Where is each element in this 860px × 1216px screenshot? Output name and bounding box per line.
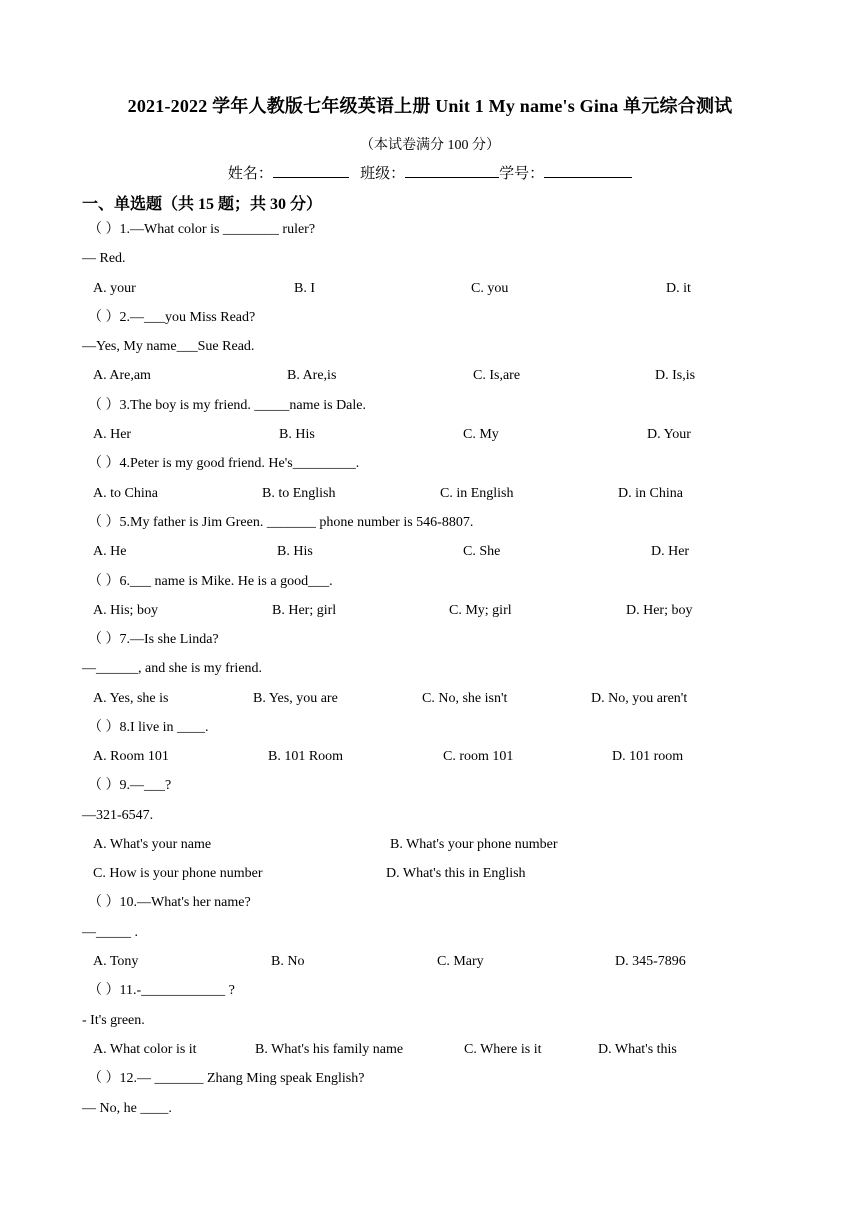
- question-stem: （ ）2.—___you Miss Read?: [88, 310, 256, 325]
- question-stem: （ ）11.-____________ ?: [88, 983, 235, 998]
- id-blank[interactable]: [544, 163, 632, 178]
- question-stem: （ ）3.The boy is my friend. _____name is Dale.: [88, 398, 367, 413]
- option-c[interactable]: C. Mary: [437, 954, 484, 969]
- option-c[interactable]: C. in English: [440, 486, 514, 501]
- question-response: — No, he ____.: [82, 1101, 172, 1116]
- option-a[interactable]: A. His; boy: [93, 603, 158, 618]
- option-b[interactable]: B. 101 Room: [268, 749, 344, 764]
- option-c[interactable]: C. Where is it: [464, 1042, 542, 1057]
- option-d[interactable]: D. Is,is: [655, 368, 696, 383]
- option-c[interactable]: C. How is your phone number: [93, 866, 263, 881]
- name-blank[interactable]: [273, 163, 349, 178]
- option-d[interactable]: D. 345-7896: [615, 954, 686, 969]
- class-label: 班级：: [360, 166, 406, 182]
- option-c[interactable]: C. My: [463, 427, 499, 442]
- option-a[interactable]: A. Room 101: [93, 749, 169, 764]
- id-label: 学号：: [499, 166, 545, 182]
- option-a[interactable]: A. to China: [93, 486, 158, 501]
- option-b[interactable]: B. What's his family name: [255, 1042, 404, 1057]
- question-response: - It's green.: [82, 1013, 145, 1028]
- question-stem: （ ）10.—What's her name?: [88, 895, 251, 910]
- option-d[interactable]: D. What's this: [598, 1042, 677, 1057]
- option-c[interactable]: C. My; girl: [449, 603, 512, 618]
- option-a[interactable]: A. your: [93, 281, 136, 296]
- class-blank[interactable]: [405, 163, 499, 178]
- option-b[interactable]: B. His: [279, 427, 315, 442]
- question-stem: （ ）12.— _______ Zhang Ming speak English?: [88, 1071, 365, 1086]
- option-d[interactable]: D. What's this in English: [386, 866, 526, 881]
- question-response: — Red.: [82, 251, 126, 266]
- question-stem: （ ）8.I live in ____.: [88, 720, 209, 735]
- option-b[interactable]: B. to English: [262, 486, 336, 501]
- option-a[interactable]: A. Are,am: [93, 368, 151, 383]
- option-a[interactable]: A. Yes, she is: [93, 691, 169, 706]
- option-c[interactable]: C. No, she isn't: [422, 691, 508, 706]
- document-title: 2021-2022 学年人教版七年级英语上册 Unit 1 My name's Gina 单元综合测试: [127, 96, 733, 116]
- question-stem: （ ）9.—___?: [88, 778, 172, 793]
- option-c[interactable]: C. She: [463, 544, 501, 559]
- question-response: —______, and she is my friend.: [82, 661, 263, 676]
- option-b[interactable]: B. His: [277, 544, 313, 559]
- option-d[interactable]: D. Her: [651, 544, 690, 559]
- option-d[interactable]: D. it: [666, 281, 691, 296]
- student-info: [0, 162, 860, 183]
- option-b[interactable]: B. No: [271, 954, 305, 969]
- question-response: —321-6547.: [82, 808, 154, 823]
- option-d[interactable]: D. Her; boy: [626, 603, 693, 618]
- option-d[interactable]: D. Your: [647, 427, 691, 442]
- option-d[interactable]: D. 101 room: [612, 749, 684, 764]
- question-stem: （ ）1.—What color is ________ ruler?: [88, 222, 316, 237]
- option-b[interactable]: B. Yes, you are: [253, 691, 338, 706]
- question-response: —_____ .: [82, 925, 138, 940]
- option-c[interactable]: C. Is,are: [473, 368, 521, 383]
- option-a[interactable]: A. Tony: [93, 954, 139, 969]
- option-b[interactable]: B. Are,is: [287, 368, 337, 383]
- question-stem: （ ）6.___ name is Mike. He is a good___.: [88, 574, 333, 589]
- question-stem: （ ）5.My father is Jim Green. _______ phone number is 546-8807.: [88, 515, 474, 530]
- option-b[interactable]: B. I: [294, 281, 315, 296]
- option-b[interactable]: B. What's your phone number: [390, 837, 558, 852]
- option-d[interactable]: D. No, you aren't: [591, 691, 688, 706]
- question-stem: （ ）4.Peter is my good friend. He's_________.: [88, 456, 360, 471]
- question-stem: （ ）7.—Is she Linda?: [88, 632, 219, 647]
- option-a[interactable]: A. What color is it: [93, 1042, 197, 1057]
- option-d[interactable]: D. in China: [618, 486, 683, 501]
- option-b[interactable]: B. Her; girl: [272, 603, 337, 618]
- section-title: 一、单选题（共 15 题；共 30 分）: [82, 196, 323, 213]
- option-a[interactable]: A. Her: [93, 427, 132, 442]
- option-a[interactable]: A. He: [93, 544, 127, 559]
- score-note: （本试卷满分 100 分）: [360, 138, 500, 153]
- name-label: 姓名：: [227, 166, 273, 182]
- question-response: —Yes, My name___Sue Read.: [82, 339, 255, 354]
- option-c[interactable]: C. you: [471, 281, 509, 296]
- option-a[interactable]: A. What's your name: [93, 837, 212, 852]
- option-c[interactable]: C. room 101: [443, 749, 514, 764]
